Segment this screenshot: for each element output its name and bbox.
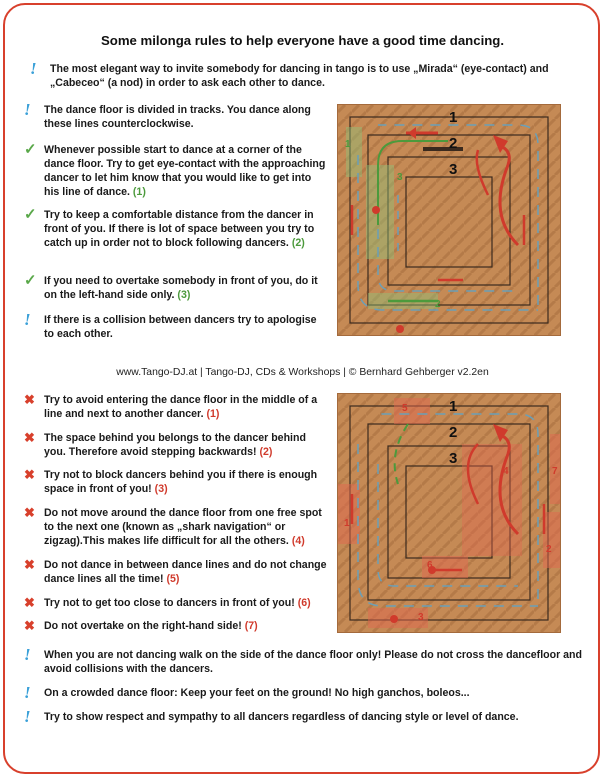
page-title: Some milonga rules to help everyone have a good time dancing. [100, 33, 505, 48]
lane-label-2: 2 [449, 135, 458, 152]
rule-feet-on-ground [24, 683, 584, 702]
rule-number: (6) [297, 597, 311, 609]
rule-respect [24, 707, 584, 726]
rule-number: (3) [177, 289, 191, 301]
rule-text: The space behind you belongs to the dancer behind you. Therefore avoid stepping backwards! [44, 432, 306, 458]
rule-text: Do not dance in between dance lines and do not change dance lines all the time! [44, 559, 327, 585]
info-exclamation-icon: ! [24, 645, 31, 664]
rule-text: Whenever possible start to dance at a corner of the dance floor. Try to get eye-contact with the approaching dancer to let him know that you would like to get into his line of dance. [44, 144, 326, 198]
rule-no-blocking [24, 467, 329, 496]
info-exclamation-icon: ! [24, 707, 31, 726]
marker-7: 7 [552, 466, 558, 477]
rule-tracks [24, 100, 329, 131]
rule-no-right-overtake [24, 618, 329, 633]
dance-floor-diagram-good [337, 104, 561, 336]
marker-4: 4 [503, 466, 509, 477]
footer-credits: www.Tango-DJ.at | Tango-DJ, CDs & Workshops | © Bernhard Gehberger v2.2en [116, 367, 489, 378]
rule-text: Try not to block dancers behind you if there is enough space in front of you! [44, 469, 318, 495]
rule-apologise [24, 310, 329, 341]
rule-no-backwards [24, 430, 329, 459]
rule-stay-in-line [24, 557, 329, 586]
lane-label-2: 2 [449, 424, 458, 441]
rule-text: If you need to overtake somebody in front of you, do it on the left-hand side only. [44, 275, 318, 301]
lane-label-3: 3 [449, 450, 458, 467]
rule-number: (1) [132, 186, 146, 198]
rule-number: (1) [206, 408, 220, 420]
dance-floor-diagram-bad [337, 393, 561, 633]
rule-start-corner [24, 141, 329, 199]
rule-number: (2) [291, 237, 305, 249]
rule-text: Try not to get too close to dancers in front of you! [44, 597, 295, 609]
marker-3: 3 [418, 612, 424, 623]
marker-6: 6 [427, 560, 433, 571]
rule-number: (2) [259, 446, 273, 458]
rule-distance [24, 206, 329, 250]
lane-label-1: 1 [449, 398, 458, 415]
rule-number: (7) [244, 620, 258, 632]
rule-number: (3) [154, 483, 168, 495]
cross-icon: ✖ [24, 467, 35, 482]
cross-icon: ✖ [24, 595, 35, 610]
rule-text: The dance floor is divided in tracks. You dance along these lines counterclockwise. [44, 104, 311, 130]
rule-text: On a crowded dance floor: Keep your feet on the ground! No high ganchos, boleos... [44, 687, 470, 699]
cross-icon: ✖ [24, 505, 35, 520]
lane-label-3: 3 [449, 161, 458, 178]
rule-text: Try to show respect and sympathy to all dancers regardless of dancing style or level of dance. [44, 711, 519, 723]
cross-icon: ✖ [24, 430, 35, 445]
marker-1: 1 [345, 139, 351, 150]
rule-number: (4) [291, 535, 305, 547]
info-exclamation-icon: ! [24, 683, 31, 702]
rule-number: (5) [166, 573, 180, 585]
marker-2: 2 [546, 544, 552, 555]
rule-text: Try to keep a comfortable distance from the dancer in front of you. If there is lot of space between you try to catch up in order not to block following dancers. [44, 209, 315, 249]
rule-text: The most elegant way to invite somebody for dancing in tango is to use „Mirada“ (eye-contact) and „Cabeceo“ (a nod) in order to ask each other to dance. [50, 63, 549, 89]
marker-3: 3 [397, 172, 403, 183]
rule-text: Do not overtake on the right-hand side! [44, 620, 242, 632]
info-exclamation-icon: ! [30, 59, 37, 78]
rule-text: If there is a collision between dancers try to apologise to each other. [44, 314, 317, 340]
rule-text: Try to avoid entering the dance floor in the middle of a line and next to another dancer. [44, 394, 318, 420]
checkmark-icon: ✓ [24, 272, 37, 289]
rule-avoid-middle-entry [24, 392, 329, 421]
cross-icon: ✖ [24, 557, 35, 572]
rule-no-shark-navigation [24, 505, 329, 548]
marker-2: 2 [435, 299, 441, 310]
rule-text: When you are not dancing walk on the side of the dance floor only! Please do not cross the dancefloor and avoid collisions with the dancers. [44, 649, 583, 675]
marker-5: 5 [402, 403, 408, 414]
rule-walk-on-side [24, 645, 584, 676]
rule-text: Do not move around the dance floor from one free spot to the next one (known as „shark navigation“ or zigzag).This makes life difficult for all the others. [44, 507, 322, 547]
checkmark-icon: ✓ [24, 141, 37, 158]
lane-label-1: 1 [449, 109, 458, 126]
rule-overtake-left [24, 272, 329, 302]
info-exclamation-icon: ! [24, 100, 31, 119]
rule-not-too-close [24, 595, 329, 610]
cross-icon: ✖ [24, 392, 35, 407]
marker-1: 1 [344, 518, 350, 529]
info-exclamation-icon: ! [24, 310, 31, 329]
cross-icon: ✖ [24, 618, 35, 633]
checkmark-icon: ✓ [24, 206, 37, 223]
intro-rule [30, 59, 580, 90]
